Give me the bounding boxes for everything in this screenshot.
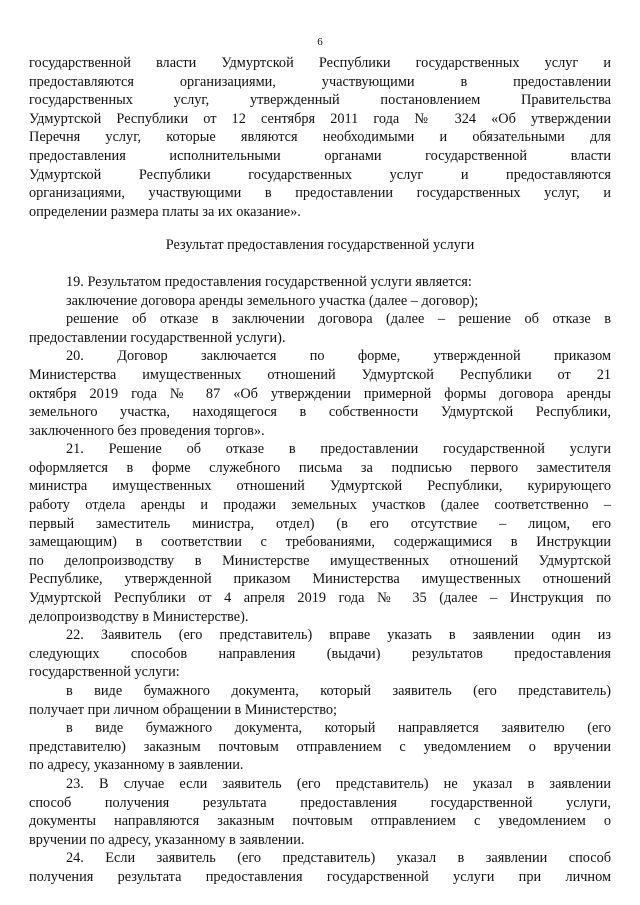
text-line: государственной услуги: [29, 664, 180, 681]
text-line: получает при личном обращении в Министерство; [29, 701, 337, 718]
text-line: 19. Результатом предоставления государственной услуги является: [66, 273, 472, 290]
text-line: замещающим) в соответствии с требованиями, содержащимися в Инструкции [29, 534, 611, 551]
text-line: получения результата предоставления государственной услуги при личном [29, 868, 611, 885]
text-line: организациями, участвующими в предоставлении государственных услуг, и [29, 185, 611, 202]
text-line: Удмуртской Республики от 12 сентября 2011 года № 324 «Об утверждении [29, 110, 611, 127]
text-line: государственной власти Удмуртской Республики государственных услуг и [29, 55, 611, 71]
text-line: Министерства имущественных отношений Удмуртской Республики от 21 [29, 366, 611, 383]
text-line: определении размера платы за их оказание». [29, 203, 301, 220]
text-line: вручении по адресу, указанному в заявлении. [29, 831, 305, 848]
text-line: Республике, утвержденной приказом Министерства имущественных отношений [29, 571, 611, 588]
text-line: заключение договора аренды земельного участка (далее – договор); [66, 292, 479, 309]
section-heading: Результат предоставления государственной услуги [165, 237, 475, 254]
text-line: министра имущественных отношений Удмуртской Республики, курирующего [29, 478, 611, 495]
intro-paragraph [29, 54, 611, 221]
text-line: 23. В случае если заявитель (его представитель) не указал в заявлении [66, 775, 611, 792]
text-line: Удмуртской Республики от 4 апреля 2019 года № 35 (далее – Инструкция по [29, 590, 611, 607]
paragraph-19 [29, 273, 611, 347]
text-line: решение об отказе в заключении договора (далее – решение об отказе в [66, 311, 611, 328]
text-line: оформляется в форме служебного письма за подписью первого заместителя [29, 459, 611, 476]
paragraph-24 [29, 849, 611, 886]
document-body [29, 54, 611, 887]
text-line: способ получения результата предоставления государственной услуги, [29, 794, 611, 811]
paragraph-23 [29, 775, 611, 849]
text-line: делопроизводству в Министерстве). [29, 608, 249, 625]
text-line: Удмуртской Республики государственных услуг и предоставляются [29, 166, 611, 183]
text-line: государственных услуг, утвержденный постановлением Правительства [29, 92, 611, 109]
text-line: в виде бумажного документа, который заявитель (его представитель) [66, 683, 611, 699]
page-number: 6 [317, 36, 323, 48]
text-line: октября 2019 года № 87 «Об утверждении примерной формы договора аренды [29, 385, 611, 402]
text-line: предоставляются организациями, участвующими в предоставлении [29, 73, 611, 90]
text-line: предоставления исполнительными органами государственной власти [29, 147, 611, 164]
text-line: работу отдела аренды и продажи земельных участков (далее соответственно – [29, 497, 611, 514]
text-line: заключенного без проведения торгов». [29, 422, 265, 439]
text-line: Перечня услуг, которые являются необходимыми и обязательными для [29, 129, 611, 146]
text-line: предоставлении государственной услуги). [29, 329, 286, 346]
text-line: 20. Договор заключается по форме, утвержденной приказом [66, 348, 611, 365]
text-line: 21. Решение об отказе в предоставлении государственной услуги [66, 441, 611, 458]
text-line: 24. Если заявитель (его представитель) указал в заявлении способ [66, 850, 611, 867]
text-line: первый заместитель министра, отдел) (в его отсутствие – лицом, его [29, 515, 611, 532]
text-line: представителю) заказным почтовым отправлением с уведомлением о вручении [29, 738, 611, 755]
text-line: в виде бумажного документа, который направляется заявителю (его [66, 720, 611, 737]
text-line: по делопроизводству в Министерстве имущественных отношений Удмуртской [29, 552, 611, 569]
text-line: следующих способов направления (выдачи) результатов предоставления [29, 645, 611, 662]
text-line: земельного участка, находящегося в собственности Удмуртской Республики, [29, 404, 611, 421]
text-line: по адресу, указанному в заявлении. [29, 757, 244, 774]
paragraph-20 [29, 347, 611, 440]
paragraph-21 [29, 440, 611, 626]
text-line: документы направляются заказным почтовым отправлением с уведомлением о [29, 813, 611, 830]
text-line: 22. Заявитель (его представитель) вправе указать в заявлении один из [66, 627, 611, 644]
paragraph-22 [29, 626, 611, 775]
